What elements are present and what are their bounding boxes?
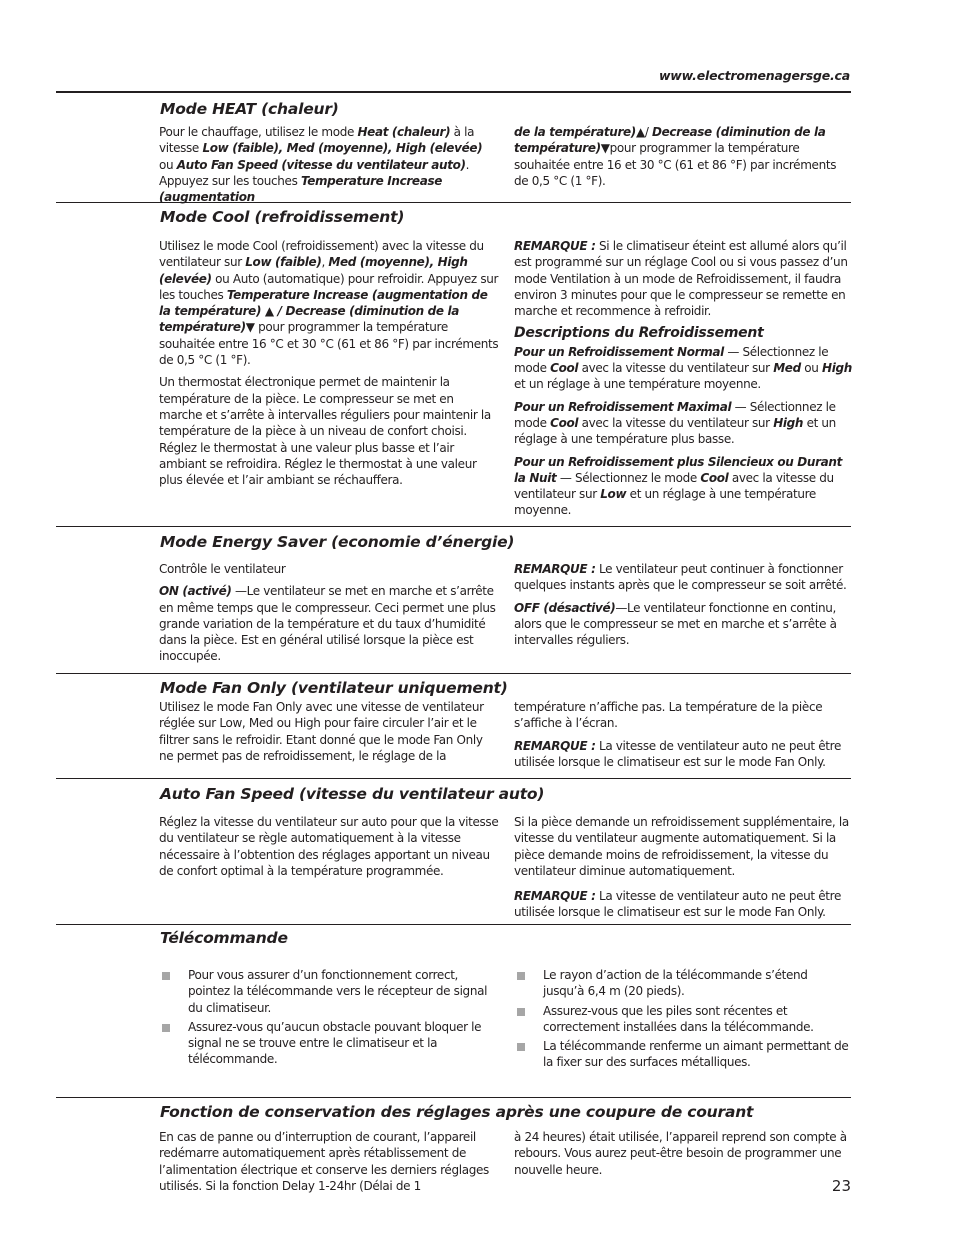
square-bullet-icon xyxy=(517,1043,525,1051)
emphasis: REMARQUE : xyxy=(514,239,596,253)
text: Utilisez le mode Cool (refroidissement) avec la vitesse du ventilateur sur xyxy=(159,239,484,270)
emphasis: Low xyxy=(600,487,627,502)
emphasis: High xyxy=(822,361,852,376)
text: et un réglage à une température moyenne. xyxy=(514,487,816,518)
power-failure-left-text xyxy=(159,1129,499,1200)
cool-mode-right-text xyxy=(514,238,852,525)
heat-mode-right-text xyxy=(514,124,852,195)
page-number: 23 xyxy=(831,1177,851,1195)
text: avec la vitesse du ventilateur sur xyxy=(578,361,774,376)
text: pour programmer la température souhaitée entre 16 et 30 °C (61 et 86 °F) par incréments de 0,5 °C (1 °F). xyxy=(514,141,837,188)
list-item-text: La télécommande renferme un aimant permettant de la fixer sur des surfaces métalliques. xyxy=(543,1039,849,1070)
heat-mode-left-text xyxy=(159,124,499,211)
emphasis: Temperature Increase (augmentation de la température) ▲ / Decrease (diminution de la température)▼ xyxy=(159,287,488,335)
paragraph: En cas de panne ou d’interruption de courant, l’appareil redémarre automatiquement après rétablissement de l’alimentation électrique et conserve les derniers réglages utilisés. Si la fonction Delay 1-24hr (Délai de 1 xyxy=(159,1130,489,1193)
website-url: www.electromenagersge.ca xyxy=(658,68,850,83)
text: Le ventilateur peut continuer à fonctionner quelques instants après que le compresseur se soit arrêté. xyxy=(514,562,847,593)
emphasis: REMARQUE : xyxy=(514,738,596,753)
section-divider xyxy=(56,924,851,925)
list-item xyxy=(159,967,499,1016)
paragraph: Utilisez le mode Fan Only avec une vitesse de ventilateur réglée sur Low, Med ou High pour faire circuler l’air et le filtrer sans le refroidir. Etant donné que le mode Fan Only ne permet pas de refroidissement, le réglage de la xyxy=(159,700,484,763)
emphasis: ON (activé) xyxy=(159,584,232,599)
text: ou xyxy=(800,361,823,376)
emphasis: Low (faible) xyxy=(245,255,322,270)
emphasis: Cool xyxy=(550,415,579,430)
list-item-text: Assurez-vous qu’aucun obstacle pouvant bloquer le signal ne se trouve entre le climatiseur et la télécommande. xyxy=(188,1019,482,1067)
section-divider xyxy=(56,673,851,674)
paragraph: Si la pièce demande un refroidissement supplémentaire, la vitesse du ventilateur augmente automatiquement. Si la pièce demande moins de refroidissement, la vitesse du ventilateur diminue automatiquement. xyxy=(514,815,849,878)
text: et un réglage à une température moyenne. xyxy=(514,377,761,392)
auto-fan-speed-title: Auto Fan Speed (vitesse du ventilateur auto) xyxy=(160,785,545,803)
square-bullet-icon xyxy=(162,1024,170,1032)
emphasis: Pour un Refroidissement plus Silencieux ou Durant la Nuit xyxy=(514,454,843,485)
emphasis: Auto Fan Speed (vitesse du ventilateur auto) xyxy=(176,157,466,172)
cool-mode-left-text xyxy=(159,238,499,494)
paragraph: température n’affiche pas. La température de la pièce s’affiche à l’écran. xyxy=(514,700,823,731)
emphasis: REMARQUE : xyxy=(514,889,596,904)
square-bullet-icon xyxy=(162,972,170,980)
section-divider xyxy=(56,1097,851,1098)
emphasis: Temperature Increase (augmentation xyxy=(159,173,443,205)
auto-fan-speed-left-text xyxy=(159,814,499,885)
section-divider xyxy=(56,778,851,779)
cooling-descriptions-title: Descriptions du Refroidissement xyxy=(514,325,764,342)
emphasis: Low (faible), Med (moyenne), High (elevée) xyxy=(202,141,483,156)
text: Si le climatiseur éteint est allumé alors qu’il est programmé sur un réglage Cool ou si vous passez d’un mode Ventilation à un mode de Refroidissement, il faudra environ 3 minutes pour que le compresseur se remette en marche et recommence à refroidir. xyxy=(514,239,848,319)
emphasis: de la température)▲ xyxy=(514,125,645,139)
text: La vitesse de ventilateur auto ne peut être utilisée lorsque le climatiseur est sur le mode Fan Only. xyxy=(514,889,841,920)
text: ou Auto (automatique) pour refroidir. Appuyez sur les touches xyxy=(159,271,499,302)
emphasis: Cool xyxy=(700,470,729,485)
emphasis: Med xyxy=(773,361,801,376)
text: —Le ventilateur se met en marche et s’arrête en même temps que le compresseur. Ceci permet une plus grande variation de la température et du taux d’humidité dans la pièce. Est en général utilisé lorsque la pièce est inoccupée. xyxy=(159,584,496,664)
section-divider xyxy=(56,91,851,93)
emphasis: REMARQUE : xyxy=(514,562,596,576)
text: ou xyxy=(159,157,177,172)
emphasis: Pour un Refroidissement Maximal xyxy=(514,399,732,414)
paragraph: Réglez la vitesse du ventilateur sur auto pour que la vitesse du ventilateur se règle automatiquement à la vitesse nécessaire à l’obtention des réglages apportant un niveau de confort optimal à la température programmée. xyxy=(159,815,499,878)
list-item-text: Pour vous assurer d’un fonctionnement correct, pointez la télécommande vers le récepteur de signal du climatiseur. xyxy=(188,968,488,1015)
emphasis: Heat (chaleur) xyxy=(357,125,451,139)
emphasis: Cool xyxy=(550,361,579,376)
energy-saver-right-text xyxy=(514,561,852,654)
list-item-text: Assurez-vous que les piles sont récentes et correctement installées dans la télécommande. xyxy=(543,1003,814,1034)
list-item xyxy=(514,1038,852,1071)
list-item xyxy=(159,1019,499,1068)
emphasis: Med (moyenne), High (elevée) xyxy=(159,255,468,286)
text: — Sélectionnez le mode xyxy=(514,399,836,430)
list-item xyxy=(514,967,852,1000)
square-bullet-icon xyxy=(517,1008,525,1016)
text: . Appuyez sur les touches xyxy=(159,157,470,188)
emphasis: OFF (désactivé) xyxy=(514,600,616,615)
auto-fan-speed-right-text xyxy=(514,814,852,927)
fan-only-left-text xyxy=(159,699,499,770)
paragraph: à 24 heures) était utilisée, l’appareil reprend son compte à rebours. Vous aurez peut-être besoin de programmer une nouvelle heure. xyxy=(514,1130,847,1177)
heat-mode-title: Mode HEAT (chaleur) xyxy=(160,100,339,118)
text: avec la vitesse du ventilateur sur xyxy=(578,415,774,430)
text: pour programmer la température souhaitée entre 16 °C et 30 °C (61 et 86 °F) par incréments de 0,5 °C (1 °F). xyxy=(159,320,499,368)
emphasis: Decrease (diminution de la température)▼ xyxy=(514,125,826,156)
text: à la vitesse xyxy=(159,125,475,156)
text: et un réglage à une température plus basse. xyxy=(514,415,836,447)
remote-left-list xyxy=(159,967,499,1071)
list-item-text: Le rayon d’action de la télécommande s’étend jusqu’à 6,4 m (20 pieds). xyxy=(543,968,808,999)
remote-title: Télécommande xyxy=(160,929,288,947)
energy-saver-left-text xyxy=(159,561,499,671)
section-divider xyxy=(56,526,851,527)
text: , xyxy=(321,255,329,270)
emphasis: Pour un Refroidissement Normal xyxy=(514,344,724,359)
remote-right-list xyxy=(514,967,852,1074)
square-bullet-icon xyxy=(517,972,525,980)
list-item xyxy=(514,1003,852,1036)
section-divider xyxy=(56,202,851,203)
emphasis: High xyxy=(773,415,804,430)
text: — Sélectionnez le mode xyxy=(514,344,829,376)
text: Pour le chauffage, utilisez le mode xyxy=(159,125,358,139)
power-failure-right-text xyxy=(514,1129,852,1184)
fan-only-title: Mode Fan Only (ventilateur uniquement) xyxy=(160,679,508,697)
paragraph: Un thermostat électronique permet de maintenir la température de la pièce. Le compresseur se met en marche et s’arrête à intervalles réguliers pour maintenir la température de la pièce à un niveau de confort choisi. Réglez le thermostat à une valeur plus basse et l’air ambiant se refroidira. Réglez le thermostat à une valeur plus élevée et l’air ambiant se réchauffera. xyxy=(159,375,491,488)
text: — Sélectionnez le mode xyxy=(556,470,701,485)
fan-only-right-text xyxy=(514,699,852,776)
text: / xyxy=(644,125,652,139)
paragraph: Contrôle le ventilateur xyxy=(159,562,286,576)
energy-saver-title: Mode Energy Saver (economie d’énergie) xyxy=(160,533,515,551)
text: —Le ventilateur fonctionne en continu, alors que le compresseur se met en marche et s’arrête à intervalles réguliers. xyxy=(514,600,837,648)
power-failure-title: Fonction de conservation des réglages après une coupure de courant xyxy=(160,1103,754,1121)
cool-mode-title: Mode Cool (refroidissement) xyxy=(160,208,405,226)
text: avec la vitesse du ventilateur sur xyxy=(514,470,834,502)
text: La vitesse de ventilateur auto ne peut être utilisée lorsque le climatiseur est sur le mode Fan Only. xyxy=(514,738,841,769)
